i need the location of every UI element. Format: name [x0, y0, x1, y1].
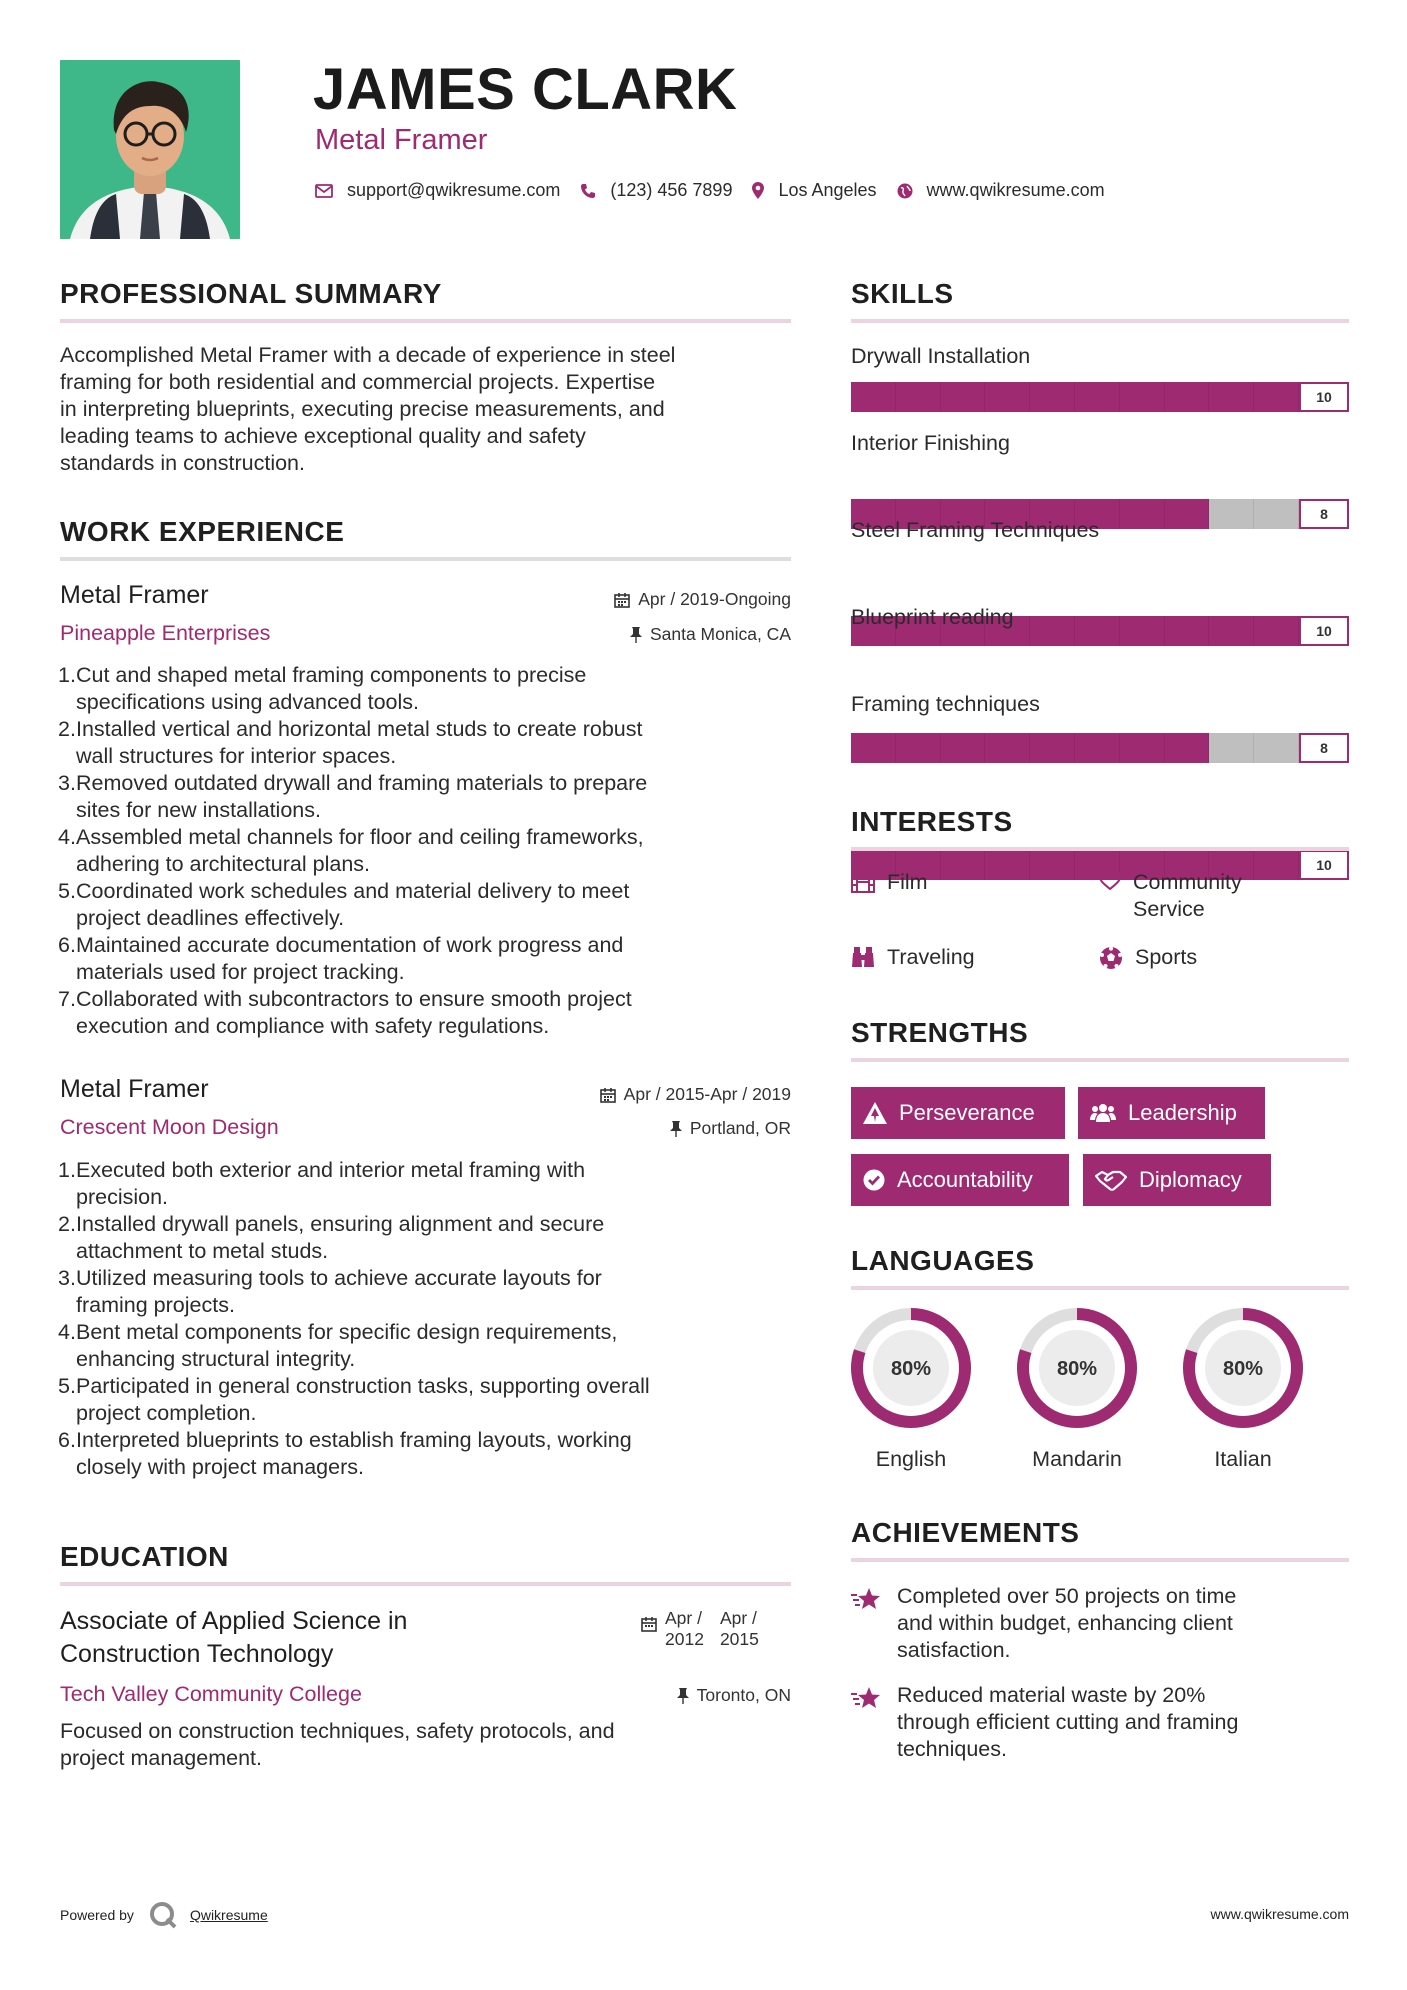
strength-perseverance	[851, 1087, 1065, 1139]
bullet-number: 5.	[58, 1374, 76, 1398]
strength-label: Perseverance	[899, 1100, 1035, 1125]
bullet-number: 7.	[58, 987, 76, 1011]
list-item	[58, 824, 798, 878]
summary-line: Accomplished Metal Framer with a decade of experience in steel	[60, 343, 676, 367]
description-line: project management.	[60, 1746, 262, 1770]
achievement-item	[851, 1682, 1351, 1763]
job-location	[670, 1118, 791, 1139]
skill-bar-segment	[1165, 733, 1210, 763]
bullet-line: specifications using advanced tools.	[76, 690, 420, 714]
skill-bar-segment	[851, 382, 896, 412]
bullet-line: execution and compliance with safety regulations.	[76, 1014, 550, 1038]
list-item	[58, 770, 798, 824]
language-ring	[849, 1306, 973, 1430]
job-title: Metal Framer	[60, 1075, 209, 1103]
skill-bar-segment	[1030, 850, 1075, 880]
calendar-icon	[641, 1616, 657, 1632]
bullet-line: Coordinated work schedules and material delivery to meet	[76, 879, 630, 903]
language-percent: 80%	[1056, 1358, 1098, 1380]
skill-score: 10	[1299, 850, 1349, 880]
job-location	[630, 624, 791, 645]
bullet-line: Cut and shaped metal framing components to precise	[76, 663, 587, 687]
skill-bar-segment	[1254, 382, 1299, 412]
globe-icon	[897, 183, 913, 199]
achievement-line: techniques.	[897, 1737, 1007, 1761]
language-name: Mandarin	[1032, 1447, 1122, 1471]
website-text: www.qwikresume.com	[926, 180, 1105, 200]
job-bullets	[58, 1157, 798, 1481]
skill-bar-segment	[941, 733, 986, 763]
summary-line: in interpreting blueprints, executing precise measurements, and	[60, 397, 665, 421]
email-text: support@qwikresume.com	[347, 180, 561, 200]
summary-line: leading teams to achieve exceptional quality and safety	[60, 424, 586, 448]
footer-website[interactable]: www.qwikresume.com	[1210, 1906, 1349, 1922]
skill-bar-segment	[985, 850, 1030, 880]
summary-line: standards in construction.	[60, 451, 305, 475]
phone-text: (123) 456 7899	[610, 180, 733, 200]
bullet-number: 4.	[58, 1320, 76, 1344]
interest-label-line: Service	[1133, 897, 1205, 921]
bullet-line: Assembled metal channels for floor and ceiling frameworks,	[76, 825, 644, 849]
users-icon	[1090, 1103, 1116, 1123]
bullet-line: Bent metal components for specific design requirements,	[76, 1320, 618, 1344]
footer-powered-by	[60, 1900, 268, 1930]
calendar-icon	[600, 1087, 616, 1103]
skill-score: 8	[1299, 499, 1349, 529]
contact-bar	[315, 180, 1125, 201]
contact-email[interactable]	[315, 180, 560, 201]
list-item	[58, 1373, 798, 1427]
skill-bar-segment	[1120, 499, 1165, 529]
achievement-line: and within budget, enhancing client	[897, 1611, 1233, 1635]
school-name: Tech Valley Community College	[60, 1682, 362, 1706]
skill-bar-segment	[1075, 616, 1120, 646]
skill-bar-segment	[1254, 850, 1299, 880]
list-item	[58, 716, 798, 770]
skill-bar-segment	[1209, 382, 1254, 412]
bullet-line: Installed drywall panels, ensuring alignment and secure	[76, 1212, 605, 1236]
achievement-item	[851, 1583, 1351, 1664]
bullet-line: attachment to metal studs.	[76, 1239, 329, 1263]
interests-heading: INTERESTS	[851, 806, 1013, 837]
languages-divider	[851, 1286, 1349, 1290]
film-icon	[851, 871, 875, 893]
map-pin-icon	[752, 182, 764, 199]
skill-bar	[851, 382, 1349, 412]
skill-bar-segment	[1209, 733, 1254, 763]
skill-bar-segment	[941, 850, 986, 880]
interests-divider	[851, 847, 1349, 851]
contact-phone[interactable]	[580, 180, 732, 201]
list-item	[58, 662, 798, 716]
skill-bar-segment	[1209, 499, 1254, 529]
skill-bar-segment	[896, 382, 941, 412]
calendar-icon	[614, 592, 630, 608]
bullet-number: 1.	[58, 1158, 76, 1182]
bullet-number: 1.	[58, 663, 76, 687]
soccer-ball-icon	[1099, 946, 1123, 970]
skill-bar-segment	[1030, 382, 1075, 412]
skill-bar-segment	[1165, 499, 1210, 529]
bullet-number: 6.	[58, 1428, 76, 1452]
degree-line: Construction Technology	[60, 1640, 334, 1668]
pushpin-icon	[670, 1121, 682, 1137]
job-date-text: Apr / 2015-Apr / 2019	[623, 1084, 791, 1104]
bullet-line: Collaborated with subcontractors to ensure smooth project	[76, 987, 632, 1011]
qwikresume-logo-icon	[148, 1900, 178, 1930]
candidate-role: Metal Framer	[315, 124, 488, 156]
skill-label: Steel Framing Techniques	[851, 518, 1100, 542]
achievement-line: through efficient cutting and framing	[897, 1710, 1239, 1734]
degree-line: Associate of Applied Science in	[60, 1607, 408, 1635]
skill-score: 8	[1299, 733, 1349, 763]
education-description	[60, 1718, 800, 1772]
skill-bar-segment	[1254, 499, 1299, 529]
job-date	[614, 589, 791, 610]
star-badge-icon	[851, 1686, 881, 1710]
bullet-line: Removed outdated drywall and framing materials to prepare	[76, 771, 648, 795]
summary-heading: PROFESSIONAL SUMMARY	[60, 278, 442, 309]
achievements-divider	[851, 1558, 1349, 1562]
skill-bar-segment	[851, 733, 896, 763]
skill-bar-segment	[1075, 733, 1120, 763]
school-location-text: Toronto, ON	[696, 1685, 791, 1705]
job-bullets	[58, 662, 798, 1040]
language-italian	[1181, 1306, 1305, 1472]
skills-heading: SKILLS	[851, 278, 954, 309]
language-mandarin	[1015, 1306, 1139, 1472]
bullet-line: Participated in general construction tasks, supporting overall	[76, 1374, 650, 1398]
list-item	[58, 1157, 798, 1211]
achievement-text	[897, 1583, 1236, 1664]
degree-title	[60, 1605, 407, 1671]
language-name: Italian	[1214, 1447, 1272, 1471]
bullet-line: materials used for project tracking.	[76, 960, 405, 984]
language-ring	[1015, 1306, 1139, 1430]
skill-bar	[851, 733, 1349, 763]
bullet-line: Interpreted blueprints to establish framing layouts, working	[76, 1428, 632, 1452]
bullet-line: sites for new installations.	[76, 798, 321, 822]
envelope-icon	[315, 184, 333, 198]
skills-divider	[851, 319, 1349, 323]
bullet-number: 5.	[58, 879, 76, 903]
skill-bar-segment	[1030, 733, 1075, 763]
job-date	[600, 1084, 791, 1105]
skill-bar-segment	[1030, 616, 1075, 646]
bullet-line: enhancing structural integrity.	[76, 1347, 356, 1371]
bullet-number: 2.	[58, 1212, 76, 1236]
bullet-line: adhering to architectural plans.	[76, 852, 371, 876]
candidate-name: JAMES CLARK	[313, 57, 738, 122]
achievements-heading: ACHIEVEMENTS	[851, 1517, 1080, 1548]
date-part: 2015	[719, 1629, 759, 1649]
summary-line: framing for both residential and commercial projects. Expertise	[60, 370, 656, 394]
bullet-line: project completion.	[76, 1401, 257, 1425]
skill-bar-segment	[985, 382, 1030, 412]
location-text: Los Angeles	[778, 180, 877, 200]
skill-bar-segment	[1120, 382, 1165, 412]
heart-outline-icon	[1099, 871, 1121, 891]
experience-heading: WORK EXPERIENCE	[60, 516, 345, 547]
strengths-heading: STRENGTHS	[851, 1017, 1029, 1048]
education-heading: EDUCATION	[60, 1541, 229, 1572]
list-item	[58, 986, 798, 1040]
skill-bar-segment	[1254, 616, 1299, 646]
languages-heading: LANGUAGES	[851, 1245, 1035, 1276]
check-circle-icon	[863, 1169, 885, 1191]
list-item	[58, 932, 798, 986]
skill-bar-segment	[1120, 733, 1165, 763]
pushpin-icon	[677, 1688, 689, 1704]
job-company: Pineapple Enterprises	[60, 621, 271, 645]
date-part: Apr /	[665, 1608, 702, 1628]
job-date-text: Apr / 2019-Ongoing	[638, 589, 791, 609]
strength-leadership	[1078, 1087, 1265, 1139]
bullet-line: Maintained accurate documentation of work progress and	[76, 933, 624, 957]
education-dates	[641, 1608, 759, 1650]
list-item	[58, 1427, 798, 1481]
star-badge-icon	[851, 1587, 881, 1611]
footer-brand-link[interactable]: Qwikresume	[189, 1907, 268, 1923]
bullet-line: project deadlines effectively.	[76, 906, 345, 930]
job-location-text: Santa Monica, CA	[649, 624, 791, 644]
profile-photo	[60, 60, 240, 239]
skill-bar-segment	[896, 733, 941, 763]
interest-label: Sports	[1135, 945, 1198, 969]
summary-text	[60, 342, 800, 477]
skill-label: Interior Finishing	[851, 431, 1010, 455]
binoculars-icon	[851, 946, 875, 968]
list-item	[58, 1265, 798, 1319]
strength-diplomacy	[1083, 1154, 1271, 1206]
interest-label: Traveling	[887, 945, 975, 969]
education-divider	[60, 1582, 791, 1586]
list-item	[58, 878, 798, 932]
skill-bar-segment	[1165, 382, 1210, 412]
skill-bar-segment	[1075, 382, 1120, 412]
pushpin-icon	[630, 627, 642, 643]
contact-location	[752, 180, 876, 201]
strength-accountability	[851, 1154, 1069, 1206]
summary-divider	[60, 319, 791, 323]
skill-bar-segment	[1120, 616, 1165, 646]
strength-label: Leadership	[1128, 1100, 1237, 1125]
strength-label: Accountability	[897, 1167, 1033, 1192]
job-location-text: Portland, OR	[689, 1118, 791, 1138]
skill-label: Framing techniques	[851, 692, 1040, 716]
interest-label	[1133, 869, 1242, 923]
bullet-line: Executed both exterior and interior metal framing with	[76, 1158, 586, 1182]
contact-website[interactable]	[897, 180, 1105, 201]
achievement-line: satisfaction.	[897, 1638, 1011, 1662]
interest-label-line: Community	[1133, 870, 1242, 894]
bullet-line: precision.	[76, 1185, 169, 1209]
date-part: 2012	[665, 1629, 704, 1649]
bullet-number: 6.	[58, 933, 76, 957]
job-company: Crescent Moon Design	[60, 1115, 279, 1139]
skill-bar-segment	[1165, 616, 1210, 646]
experience-divider	[60, 557, 791, 561]
bullet-line: framing projects.	[76, 1293, 235, 1317]
list-item	[58, 1319, 798, 1373]
skill-label: Blueprint reading	[851, 605, 1014, 629]
bullet-line: wall structures for interior spaces.	[76, 744, 397, 768]
school-location	[677, 1685, 791, 1706]
language-ring	[1181, 1306, 1305, 1430]
skill-score: 10	[1299, 382, 1349, 412]
bullet-number: 4.	[58, 825, 76, 849]
bullet-line: closely with project managers.	[76, 1455, 364, 1479]
skill-bar-segment	[1254, 733, 1299, 763]
interest-film	[851, 869, 928, 896]
skill-bar-segment	[1209, 616, 1254, 646]
date-part: Apr /	[719, 1608, 757, 1628]
bullet-line: Installed vertical and horizontal metal studs to create robust	[76, 717, 643, 741]
bullet-number: 2.	[58, 717, 76, 741]
achievement-line: Reduced material waste by 20%	[897, 1683, 1206, 1707]
interest-sports	[1099, 944, 1197, 971]
bullet-number: 3.	[58, 1266, 76, 1290]
edu-end-date	[720, 1608, 759, 1650]
powered-by-text: Powered by	[60, 1907, 134, 1923]
description-line: Focused on construction techniques, safety protocols, and	[60, 1719, 615, 1743]
achievement-text	[897, 1682, 1238, 1763]
list-item	[58, 1211, 798, 1265]
language-name: English	[875, 1447, 947, 1471]
skill-label: Drywall Installation	[851, 344, 1031, 368]
strengths-divider	[851, 1058, 1349, 1062]
phone-icon	[580, 183, 596, 199]
language-percent: 80%	[1222, 1358, 1264, 1380]
skill-bar-segment	[985, 733, 1030, 763]
interest-community-service	[1099, 869, 1242, 923]
achievement-line: Completed over 50 projects on time	[897, 1584, 1237, 1608]
interest-label: Film	[887, 870, 928, 894]
skill-score: 10	[1299, 616, 1349, 646]
job-title: Metal Framer	[60, 581, 209, 609]
person-climbing-icon	[863, 1102, 887, 1124]
strength-label: Diplomacy	[1139, 1167, 1242, 1192]
interest-traveling	[851, 944, 975, 971]
bullet-number: 3.	[58, 771, 76, 795]
skill-bar-segment	[941, 382, 986, 412]
language-english	[849, 1306, 973, 1472]
bullet-line: Utilized measuring tools to achieve accurate layouts for	[76, 1266, 602, 1290]
language-percent: 80%	[890, 1358, 932, 1380]
edu-start-date	[665, 1608, 704, 1650]
handshake-icon	[1095, 1169, 1127, 1191]
